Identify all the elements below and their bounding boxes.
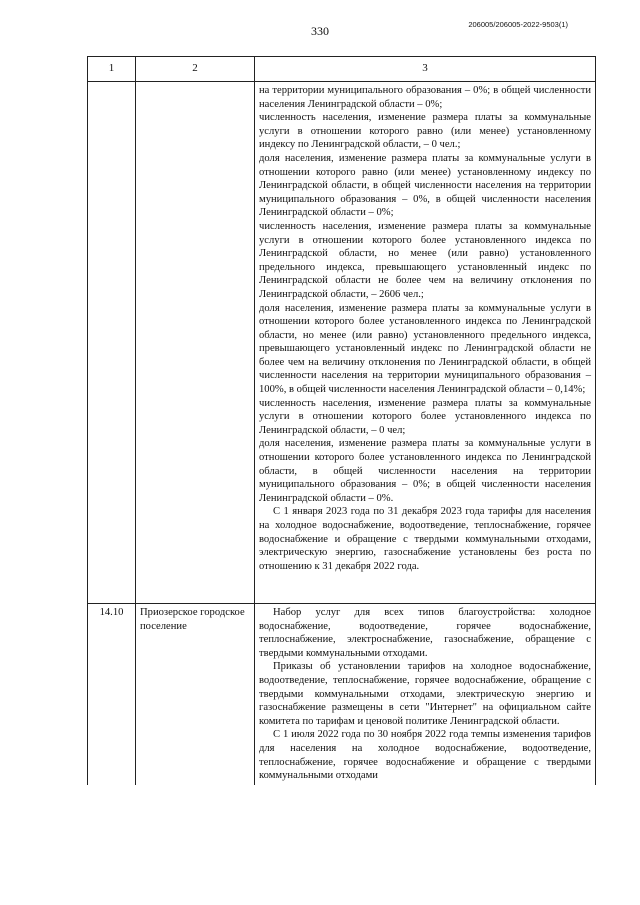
paragraph: Набор услуг для всех типов благоустройства: холодное водоснабжение, водоотведение, горячее водоснабжение, теплоснабжение, электроснабжение, газоснабжение, обращение с твердыми коммунальными отходами. [259, 607, 591, 659]
page-number: 330 [311, 24, 329, 38]
row-number-cell [88, 82, 136, 604]
table-header-row [88, 57, 596, 82]
paragraph: доля населения, изменение размера платы за коммунальные услуги в отношении которого более установленного индекса по Ленинградской области, но менее (или равно) установленного предельного индекса, превышающего установленный индекс по Ленинградской области не более чем на величину отклонения по Ленинградской области, в общей численности населения на территории муниципального образования – 100%, в общей численности населения Ленинградской области – 0,14%; [259, 302, 591, 396]
settlement-name-cell: Приозерское городское поселение [136, 604, 255, 785]
paragraph: численность населения, изменение размера платы за коммунальные услуги в отношении которого равно (или менее) установленному индексу по Ленинградской области, – 0 чел.; [259, 112, 591, 151]
paragraph: Приказы об установлении тарифов на холодное водоснабжение, водоотведение, теплоснабжение, горячее водоснабжение, обращение с твердыми коммунальными отходами, электрическую энергию и газоснабжение размещены в сети "Интернет" на официальном сайте комитета по тарифам и ценовой политике Ленинградской области. [259, 661, 591, 727]
row-number-cell: 14.10 [88, 604, 136, 785]
paragraph: на территории муниципального образования – 0%; в общей численности населения Ленинградской области – 0%; [259, 85, 591, 110]
paragraph: численность населения, изменение размера платы за коммунальные услуги в отношении которого более установленного индекса по Ленинградской области, – 0 чел; [259, 397, 591, 436]
paragraph: численность населения, изменение размера платы за коммунальные услуги в отношении которого более установленного индекса по Ленинградской области, но менее (или равно) установленного предельного индекса, превышающего установленный индекс по Ленинградской области не более чем на величину отклонения по Ленинградской области, – 2606 чел.; [259, 220, 591, 300]
table-row [88, 82, 596, 604]
column-header-3: 3 [255, 57, 596, 82]
column-header-1: 1 [88, 57, 136, 82]
settlement-name-cell [136, 82, 255, 604]
column-header-2: 2 [136, 57, 255, 82]
paragraph: доля населения, изменение размера платы за коммунальные услуги в отношении которого равно (или менее) установленному индексу по Ленинградской области, в общей численности населения на территории муниципального образования – 0%, в общей численности населения Ленинградской области – 0%; [259, 152, 591, 219]
data-table [87, 56, 596, 785]
document-id: 206005/206005-2022-9503(1) [468, 20, 568, 29]
paragraph: доля населения, изменение размера платы за коммунальные услуги в отношении которого более установленного индекса по Ленинградской области, в общей численности населения на территории муниципального образования – 0%; в общей численности населения Ленинградской области – 0%. [259, 438, 591, 504]
paragraph: С 1 июля 2022 года по 30 ноября 2022 года темпы изменения тарифов для населения на холодное водоснабжение, водоотведение, теплоснабжение, горячее водоснабжение и обращение с твердыми коммунальными отходами [259, 729, 591, 782]
description-cell [255, 82, 596, 604]
description-cell [255, 604, 596, 785]
table-row [88, 604, 596, 785]
paragraph: С 1 января 2023 года по 31 декабря 2023 года тарифы для населения на холодное водоснабжение, водоотведение, теплоснабжение, горячее водоснабжение и обращение с твердыми коммунальными отходами, электрическую энергию, газоснабжение установлены без роста по отношению к 31 декабря 2022 года. [259, 506, 591, 572]
